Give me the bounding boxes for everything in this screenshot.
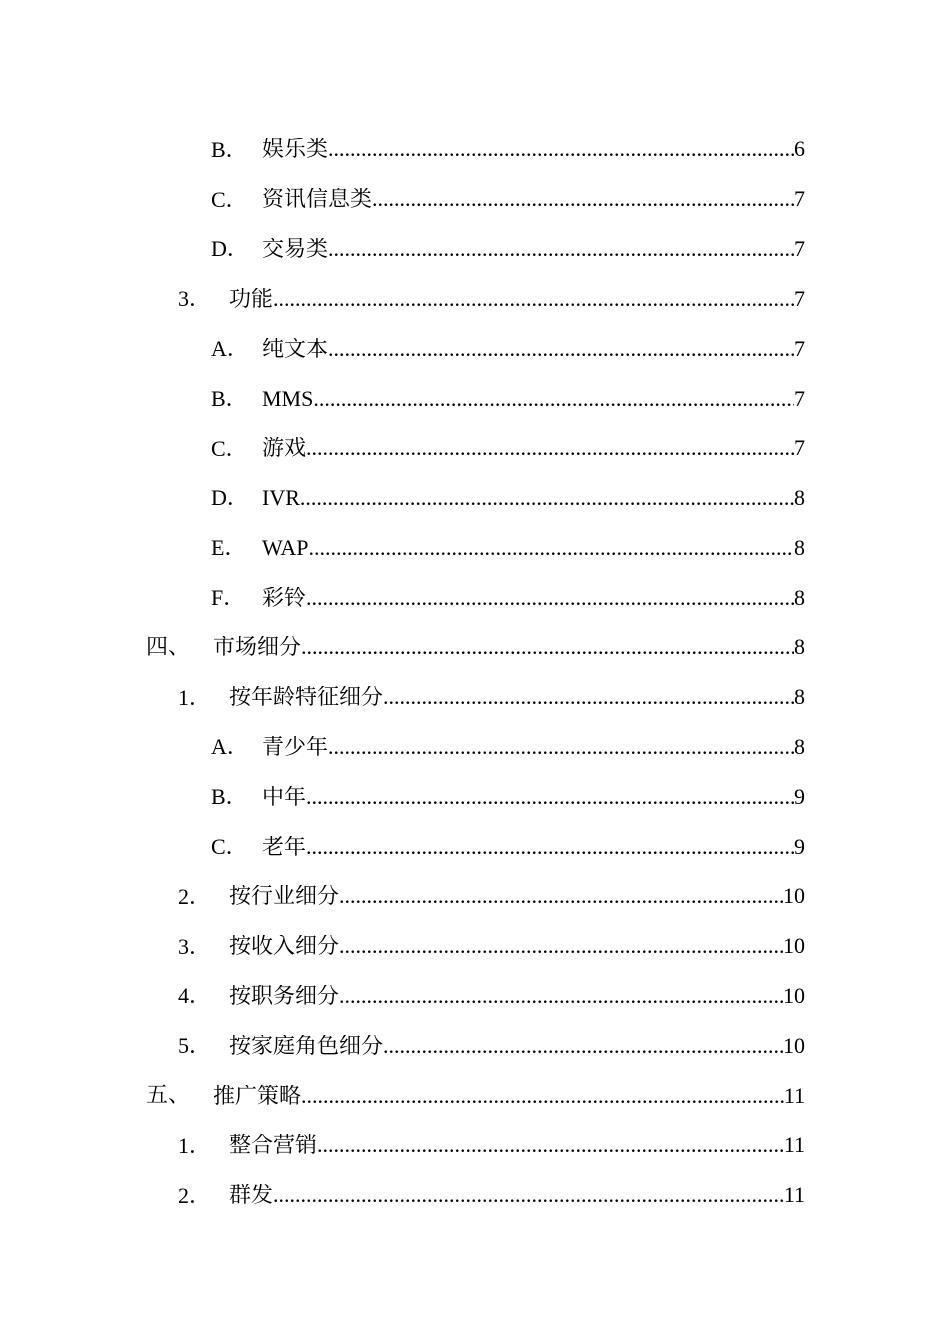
toc-marker: 五、: [146, 1083, 191, 1109]
toc-title: IVR: [262, 487, 300, 510]
toc-title: 纯文本: [262, 337, 329, 361]
toc-marker: 1．: [178, 684, 212, 710]
toc-entry[interactable]: [0, 922, 950, 972]
toc-title: 市场细分: [213, 636, 302, 660]
toc-title: 游戏: [262, 437, 307, 461]
toc-title: MMS: [262, 387, 314, 410]
toc-title: 娱乐类: [262, 138, 329, 162]
toc-page-number: 7: [794, 287, 805, 311]
toc-marker: 5．: [178, 1033, 212, 1059]
toc-marker: 1．: [178, 1132, 212, 1158]
toc-page-number: 7: [794, 237, 805, 261]
toc-marker: 4．: [178, 983, 212, 1009]
toc-entry[interactable]: [0, 125, 950, 175]
toc-page-number: 8: [794, 487, 805, 510]
toc-marker: 2．: [178, 883, 212, 909]
toc-page-number: 8: [794, 686, 805, 710]
table-of-contents: [0, 125, 950, 1221]
toc-leader: [328, 736, 794, 758]
toc-entry[interactable]: [0, 523, 950, 573]
toc-entry[interactable]: [0, 1071, 950, 1121]
toc-marker: A．: [211, 336, 249, 362]
toc-page-number: 7: [794, 337, 805, 361]
toc-title: 交易类: [262, 237, 329, 261]
toc-leader: [306, 587, 794, 609]
toc-leader: [301, 636, 794, 658]
toc-entry[interactable]: [0, 474, 950, 524]
toc-leader: [383, 1035, 783, 1057]
toc-title: 青少年: [262, 735, 329, 759]
toc-marker: 四、: [146, 634, 191, 660]
toc-page-number: 10: [783, 984, 805, 1008]
toc-title: 按行业细分: [229, 885, 340, 909]
toc-marker: B．: [211, 385, 248, 411]
toc-leader: [313, 388, 794, 410]
toc-marker: D．: [211, 236, 249, 262]
toc-entry[interactable]: [0, 972, 950, 1022]
toc-page-number: 7: [794, 437, 805, 461]
toc-page-number: 7: [794, 188, 805, 212]
toc-marker: C．: [211, 435, 248, 461]
toc-page-number: 11: [783, 1184, 805, 1208]
toc-marker: D．: [211, 485, 249, 511]
toc-page-number: 7: [794, 387, 805, 410]
toc-leader: [317, 1134, 784, 1156]
toc-page-number: 10: [783, 1034, 805, 1058]
toc-entry[interactable]: [0, 1121, 950, 1171]
toc-page-number: 10: [783, 935, 805, 959]
toc-marker: 3．: [178, 286, 212, 312]
toc-page-number: 8: [794, 735, 805, 759]
toc-title: 按家庭角色细分: [229, 1034, 384, 1058]
toc-leader: [306, 437, 794, 459]
toc-entry[interactable]: [0, 225, 950, 275]
toc-page-number: 8: [794, 586, 805, 610]
toc-title: 中年: [262, 785, 307, 809]
toc-leader: [273, 288, 794, 310]
toc-leader: [372, 188, 794, 210]
toc-leader: [306, 836, 794, 858]
toc-leader: [306, 786, 794, 808]
toc-title: 整合营销: [229, 1134, 318, 1158]
toc-leader: [328, 238, 794, 260]
toc-leader: [300, 487, 794, 509]
toc-entry[interactable]: [0, 573, 950, 623]
toc-entry[interactable]: [0, 723, 950, 773]
toc-title: 资讯信息类: [262, 188, 373, 212]
toc-entry[interactable]: [0, 374, 950, 424]
toc-entry[interactable]: [0, 623, 950, 673]
toc-leader: [328, 338, 794, 360]
toc-entry[interactable]: [0, 1171, 950, 1221]
toc-leader: [273, 1184, 784, 1206]
toc-marker: 3．: [178, 933, 212, 959]
toc-title: 按年龄特征细分: [229, 686, 384, 710]
toc-page-number: 9: [794, 785, 805, 809]
toc-page-number: 11: [783, 1084, 805, 1108]
toc-leader: [339, 985, 783, 1007]
toc-title: 群发: [229, 1184, 274, 1208]
toc-marker: A．: [211, 734, 249, 760]
toc-title: 按职务细分: [229, 984, 340, 1008]
toc-marker: B．: [211, 136, 248, 162]
toc-page-number: 11: [783, 1134, 805, 1158]
toc-entry[interactable]: [0, 772, 950, 822]
toc-entry[interactable]: [0, 872, 950, 922]
toc-title: 推广策略: [213, 1084, 302, 1108]
toc-leader: [339, 935, 783, 957]
toc-title: 老年: [262, 835, 307, 859]
toc-entry[interactable]: [0, 1021, 950, 1071]
toc-title: 按收入细分: [229, 935, 340, 959]
toc-leader: [383, 686, 794, 708]
toc-leader: [339, 885, 783, 907]
toc-title: WAP: [262, 537, 309, 560]
toc-leader: [308, 537, 794, 559]
toc-leader: [328, 138, 794, 160]
toc-entry[interactable]: [0, 324, 950, 374]
toc-marker: E．: [211, 535, 247, 561]
toc-marker: 2．: [178, 1182, 212, 1208]
toc-marker: F．: [211, 585, 246, 611]
toc-page-number: 8: [794, 537, 805, 560]
toc-marker: C．: [211, 186, 248, 212]
toc-entry[interactable]: [0, 274, 950, 324]
toc-page-number: 8: [794, 636, 805, 660]
toc-marker: C．: [211, 834, 248, 860]
toc-leader: [301, 1085, 784, 1107]
toc-title: 功能: [229, 287, 274, 311]
toc-entry[interactable]: [0, 424, 950, 474]
toc-entry[interactable]: [0, 673, 950, 723]
toc-entry[interactable]: [0, 822, 950, 872]
toc-page-number: 6: [794, 138, 805, 162]
toc-entry[interactable]: [0, 175, 950, 225]
toc-page-number: 10: [783, 885, 805, 909]
toc-title: 彩铃: [262, 586, 307, 610]
toc-page-number: 9: [794, 835, 805, 859]
toc-marker: B．: [211, 784, 248, 810]
